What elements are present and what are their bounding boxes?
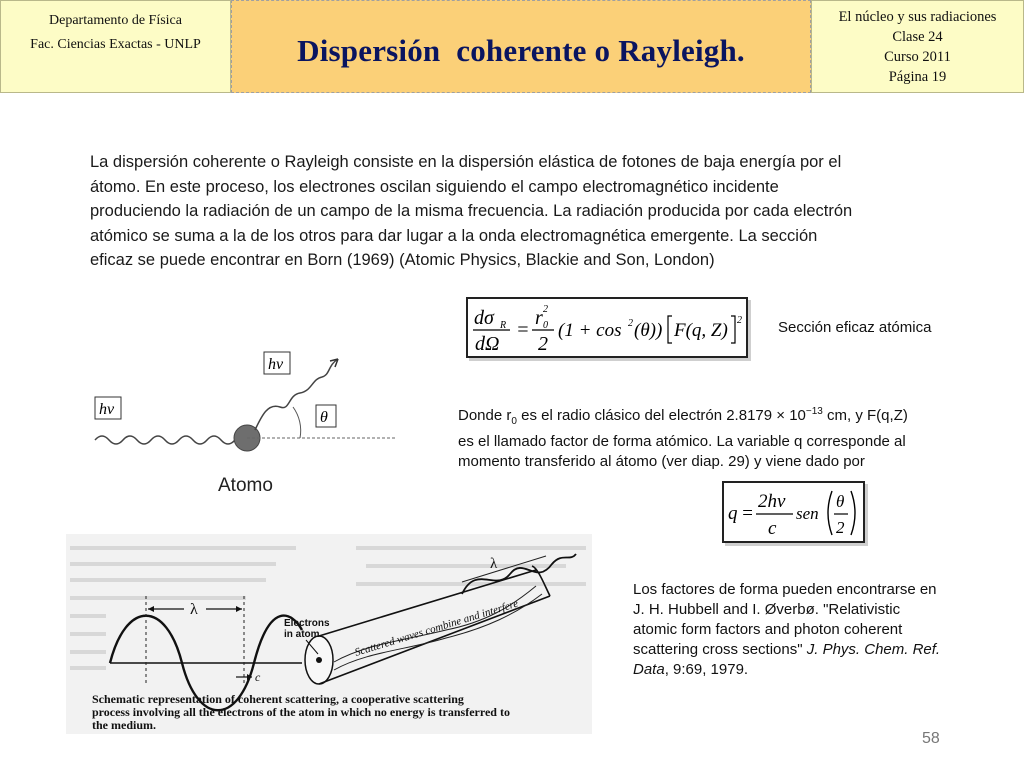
r-superscript: 2 [543,304,548,315]
header-class: Clase 24 [892,29,943,45]
atom-label: Atomo [218,475,273,496]
slide-title: Dispersión coherente o Rayleigh. [297,33,745,68]
cos-superscript: 2 [628,318,633,329]
header-course: El núcleo y sus radiaciones [838,9,997,25]
donde-line-2: es el llamado factor de forma atómico. La variable q corresponde al [458,433,906,450]
journal-name: J. Phys. Chem. Ref. [802,641,941,658]
caption-line: Schematic representation of coherent scattering, a cooperative scattering [92,692,464,706]
intro-line: La dispersión coherente o Rayleigh consiste en la dispersión elástica de fotones de baja energía por el [90,153,842,171]
header-department: Departamento de Física [49,13,182,28]
scattered-photon-label: hν [268,356,284,373]
donde-line-3: momento transferido al átomo (ver diap. 29) y viene dado por [458,453,865,470]
scattering-diagram [90,345,420,505]
r-subscript: 0 [543,320,548,331]
header-department-box [0,0,231,93]
slide-title-box [231,0,811,93]
donde-text-a: Donde r [458,407,512,424]
header-course-box [811,0,1024,93]
caption-line: the medium. [92,718,156,732]
lambda2-label: λ [490,556,498,572]
intro-paragraph [90,150,970,273]
q-numerator: 2hν [758,491,786,512]
donde-paragraph [458,402,908,472]
theta-label: θ [320,409,328,426]
header-faculty: Fac. Ciencias Exactas - UNLP [30,37,201,52]
reference-line-2: J. H. Hubbell and I. Øverbø. "Relativistic [633,601,901,618]
theta-numerator: θ [836,492,845,511]
reference-line-3: atomic form factors and photon coherent [633,621,903,638]
cross-section-formula-svg [468,299,746,356]
electron-dot [316,657,322,663]
lhs-numerator: dσ [474,307,494,329]
form-factor-term: F(q, Z) [674,320,728,341]
right-bracket [731,316,735,343]
incident-photon-label: hν [99,401,115,418]
electrons-label-1: Electrons [284,618,330,629]
q-denominator: c [768,518,777,539]
caption-line: process involving all the electrons of the atom in which no energy is transferred to [92,705,510,719]
theta-denominator: 2 [836,518,845,537]
angle-arc [293,407,301,438]
header-page: Página 19 [888,69,947,85]
donde-text-d: cm, y F(q,Z) [822,407,908,424]
incident-wave [95,436,235,444]
lhs-subscript: R [500,320,507,331]
lambda-label: λ [190,601,198,618]
intro-line: atómico se suma a la de los otros para dar lugar a la onda electromagnética emergente. La sección [90,226,818,245]
page-number: 58 [922,730,940,747]
theta-term: (θ)) [634,320,663,341]
figure-caption [92,693,592,732]
reference-line-5 [633,660,940,680]
electrons-label-2: in atom [284,629,320,640]
intro-line: átomo. En este proceso, los electrones oscilan siguiendo el campo electromagnético incidente [90,177,779,196]
cross-section-label: Sección eficaz atómica [778,319,932,336]
intro-line: eficaz se puede encontrar en Born (1969) (Atomic Physics, Blackie and Son, London) [90,251,715,269]
form-factor-reference [633,580,940,680]
reference-line-1: Los factores de forma pueden encontrarse en [633,581,937,598]
reference-title-end: scattering cross sections" [633,641,803,658]
sen-function: sen [796,504,819,523]
outer-superscript: 2 [737,315,742,326]
donde-text-c: × 10 [776,407,806,424]
reference-volume: , 9:69, 1979. [664,661,749,678]
cos-term: (1 + cos [558,320,622,341]
speed-label: c [255,670,261,684]
exponent-superscript: −13 [805,406,823,417]
intro-line: produciendo la radiación de un campo de la misma frecuencia. La radiación producida por cada electrón [90,202,853,220]
momentum-transfer-formula-svg [724,483,863,541]
left-paren [828,491,832,535]
donde-text-b: es el radio clásico del electrón 2.8179 [516,407,777,424]
equals-sign-2: = [741,503,754,524]
header-year: Curso 2011 [884,49,951,65]
left-bracket [668,316,672,343]
lhs-denominator: dΩ [475,333,500,355]
equals-sign: = [516,319,530,341]
journal-name-end: Data [633,661,665,678]
r0-subscript: 0 [511,416,517,427]
momentum-transfer-formula [722,481,865,543]
donde-line-1 [458,402,908,432]
right-paren [851,491,855,535]
r-numerator: r [535,307,543,329]
r-denominator: 2 [538,333,548,355]
waves-label: Scattered waves combine and interfere [353,597,520,659]
q-symbol: q [728,503,738,524]
cross-section-formula [466,297,748,358]
reference-line-4 [633,640,940,660]
